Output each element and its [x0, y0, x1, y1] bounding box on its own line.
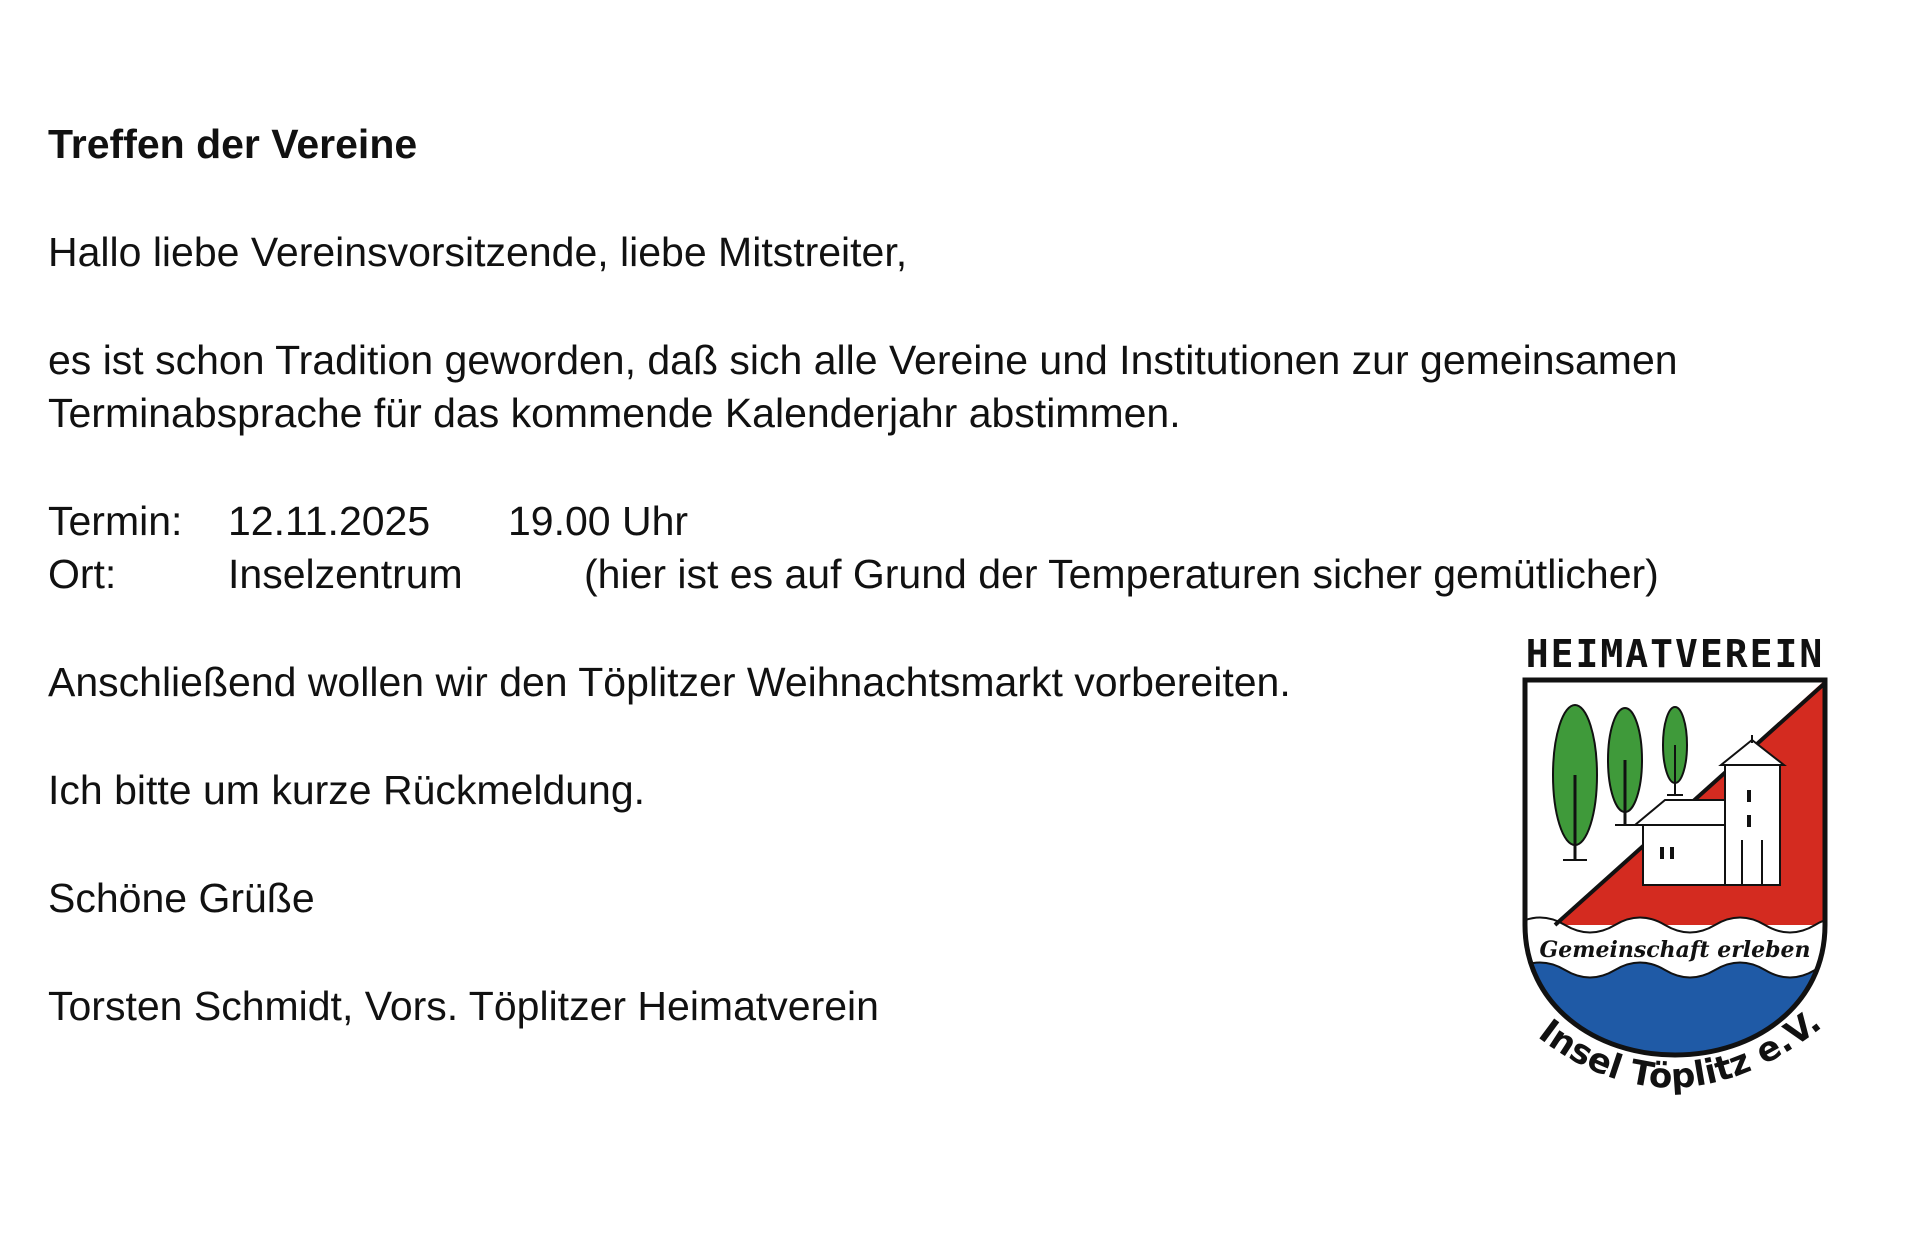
meeting-details — [48, 495, 1898, 601]
letter-title: Treffen der Vereine — [48, 121, 418, 167]
date-row — [48, 495, 1898, 548]
date-label: Termin: — [48, 498, 183, 544]
date-value: 12.11.2025 — [228, 498, 431, 544]
place-value: Inselzentrum — [228, 551, 463, 597]
logo-bottom-text: Insel Töplitz e.V. — [1531, 1001, 1829, 1097]
place-label: Ort: — [48, 551, 117, 597]
logo-top-text: HEIMATVEREIN — [1525, 632, 1825, 676]
greeting: Hallo liebe Vereinsvorsitzende, liebe Mitstreiter, — [48, 229, 908, 275]
heimatverein-logo — [1495, 625, 1855, 1115]
place-row — [48, 548, 1898, 601]
intro-line-1: es ist schon Tradition geworden, daß sich alle Vereine und Institutionen zur gemeinsamen — [48, 337, 1678, 383]
request-text: Ich bitte um kurze Rückmeldung. — [48, 767, 646, 813]
logo-ribbon-text: Gemeinschaft erleben — [1539, 937, 1811, 963]
closing-text: Schöne Grüße — [48, 875, 315, 921]
signature: Torsten Schmidt, Vors. Töplitzer Heimatverein — [48, 983, 879, 1029]
followup-text: Anschließend wollen wir den Töplitzer Weihnachtsmarkt vorbereiten. — [48, 659, 1291, 705]
place-note: (hier ist es auf Grund der Temperaturen sicher gemütlicher) — [584, 551, 1659, 597]
intro-paragraph — [48, 334, 1898, 440]
intro-line-2: Terminabsprache für das kommende Kalenderjahr abstimmen. — [48, 390, 1181, 436]
time-value: 19.00 Uhr — [508, 498, 689, 544]
